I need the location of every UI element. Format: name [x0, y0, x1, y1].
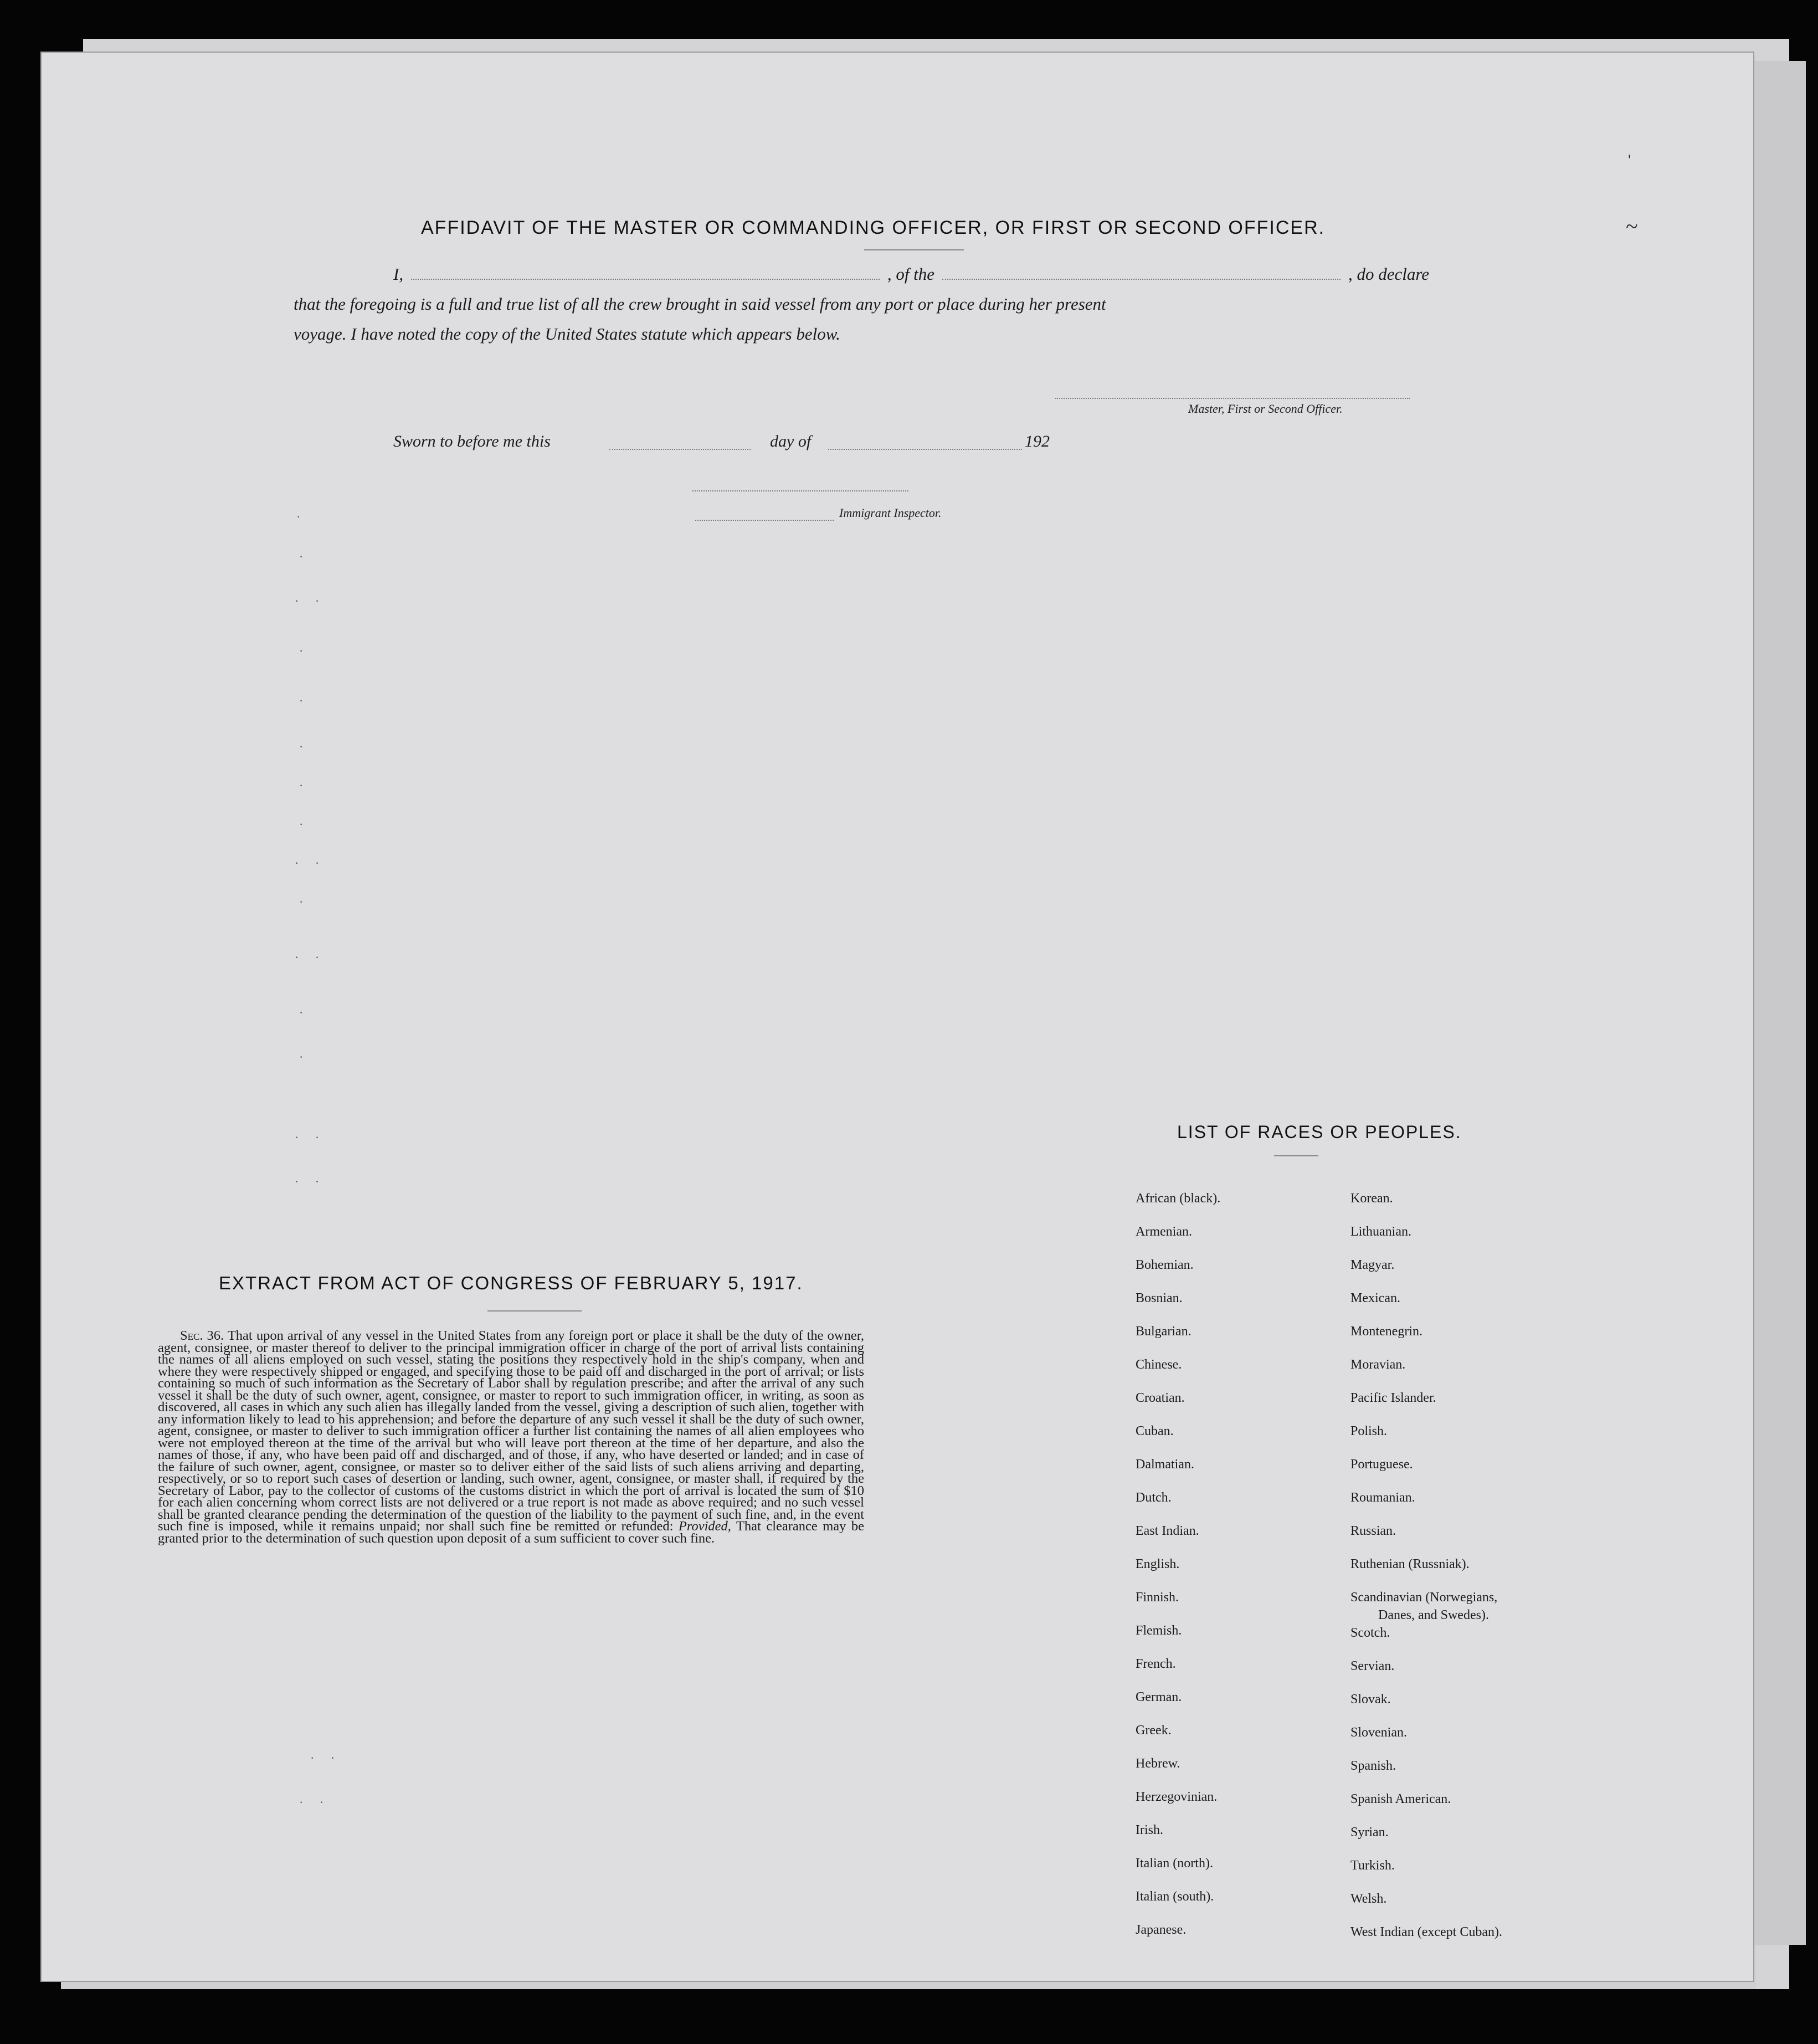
race-item: Danes, and Swedes). [1378, 1608, 1489, 1622]
affidavit-line-3: voyage. I have noted the copy of the United States statute which appears below. [294, 324, 840, 344]
margin-mark: · · [295, 856, 326, 870]
margin-mark: · [299, 895, 310, 909]
margin-mark: · [299, 644, 310, 658]
affidavit-line-1 [294, 259, 1429, 289]
margin-mark: · [299, 1006, 310, 1020]
race-item: Slovak. [1350, 1692, 1391, 1707]
race-item: Bosnian. [1136, 1291, 1183, 1305]
race-item: Irish. [1136, 1823, 1163, 1837]
i-label: I, [393, 264, 404, 284]
sworn-month-field[interactable] [828, 449, 1022, 450]
race-item: Japanese. [1136, 1923, 1187, 1937]
affidavit-body [294, 259, 1429, 349]
margin-mark: · · [295, 950, 326, 964]
race-item: German. [1136, 1690, 1182, 1704]
race-item: Montenegrin. [1350, 1324, 1422, 1339]
race-item: Russian. [1350, 1524, 1396, 1538]
race-item: French. [1136, 1657, 1176, 1671]
race-item: Turkish. [1350, 1858, 1395, 1873]
margin-mark: · [299, 778, 310, 792]
race-item: Bulgarian. [1136, 1324, 1192, 1339]
race-item: Scandinavian (Norwegians, [1350, 1590, 1498, 1605]
race-item: Bohemian. [1136, 1258, 1194, 1272]
margin-tick: ˈ [1626, 150, 1634, 175]
race-item: Roumanian. [1350, 1490, 1415, 1505]
margin-mark: · · [295, 1130, 326, 1144]
section-label: Sec. 36. [180, 1328, 224, 1343]
proviso-text: That clearance may be granted prior to the determination of such question upon deposit of a sum sufficient to cover such fine. [158, 1519, 865, 1546]
year-prefix: 192 [1025, 432, 1050, 450]
signature-caption: Master, First or Second Officer. [1188, 402, 1343, 416]
race-item: Servian. [1350, 1659, 1395, 1673]
race-item: Chinese. [1136, 1357, 1182, 1372]
race-item: East Indian. [1136, 1524, 1199, 1538]
affidavit-line-2: that the foregoing is a full and true list of all the crew brought in said vessel from any port or place during her present [294, 294, 1106, 314]
margin-mark: · [299, 817, 310, 831]
race-item: Herzegovinian. [1136, 1790, 1218, 1804]
proviso-label: Provided, [678, 1519, 731, 1534]
race-item: Greek. [1136, 1723, 1172, 1738]
margin-mark: · · [310, 1751, 342, 1765]
declare-label: , do declare [1348, 264, 1429, 284]
race-item: Portuguese. [1350, 1457, 1413, 1472]
race-item: Italian (north). [1136, 1856, 1213, 1871]
section-text: That upon arrival of any vessel in the United States from any foreign port or place it shall be the duty of the owner, agent, consignee, or master thereof to deliver to the principal immigration officer in charge of the port of arrival lists containing the names of all aliens employed on such vessel, stating the positions they respectively hold in the ship's company, when and where they were respectively shipped or engaged, and specifying those to be paid off and discharged in the port of arrival; or lists containing so much of such information as the Secretary of Labor shall by regulation prescribe; and after the arrival of any such vessel it shall be the duty of such owner, agent, consignee, or master to report to such immigration officer, in writing, as soon as discovered, all cases in which any such alien has illegally landed from the vessel, giving a description of such alien, together with any information likely to lead to his apprehension; and before the departure of any such vessel it shall be the duty of such owner, agent, consignee, or master to deliver to such immigration officer a further list containing the names of all alien employees who were not employed thereon at the time of the arrival but who will leave port thereon at the time of her departure, and also the names of those, if any, who have been paid off and discharged, and of those, if any, who have deserted or landed; and in case of the failure of such owner, agent, consignee, or master so to deliver either of the said lists of such aliens arriving and departing, respectively, or so to report such cases of desertion or landing, such owner, agent, consignee, or master shall, if required by the Secretary of Labor, pay to the collector of customs of the customs district in which the port of arrival is located the sum of $10 for each alien concerning whom correct lists are not delivered or a true report is not made as above required; and no such vessel shall be granted clearance pending the determination of the question of the liability to the payment of such fine, and, in the event such fine is imposed, while it remains unpaid; nor shall such fine be remitted or refunded: [158, 1328, 864, 1534]
signature-line[interactable] [1055, 398, 1410, 399]
race-item: Lithuanian. [1350, 1225, 1411, 1239]
margin-mark: · · [295, 594, 326, 608]
affidavit-title: AFFIDAVIT OF THE MASTER OR COMMANDING OFFICER, OR FIRST OR SECOND OFFICER. [421, 217, 1326, 238]
race-item: Slovenian. [1350, 1725, 1407, 1740]
race-item: Mexican. [1350, 1291, 1400, 1305]
race-item: Flemish. [1136, 1623, 1182, 1638]
margin-mark: · [299, 1050, 310, 1064]
sworn-day-field[interactable] [609, 449, 751, 450]
race-item: Hebrew. [1136, 1756, 1180, 1771]
margin-mark: · · [299, 1795, 331, 1809]
margin-mark: · [299, 740, 310, 754]
margin-mark: · · [295, 1175, 326, 1189]
race-item: Syrian. [1350, 1825, 1389, 1840]
race-item: English. [1136, 1557, 1180, 1571]
inspector-upper-line [692, 490, 908, 491]
margin-mark: · [299, 550, 310, 563]
margin-mark: · [299, 694, 310, 708]
vessel-name-field[interactable] [942, 268, 1341, 280]
race-item: Scotch. [1350, 1626, 1390, 1640]
race-item: Magyar. [1350, 1258, 1395, 1272]
race-item: West Indian (except Cuban). [1350, 1925, 1502, 1939]
title-underline [864, 249, 964, 250]
race-item: Croatian. [1136, 1391, 1185, 1405]
race-item: Spanish American. [1350, 1792, 1451, 1806]
race-item: Cuban. [1136, 1424, 1174, 1438]
race-item: African (black). [1136, 1191, 1221, 1206]
act-title-underline [487, 1310, 582, 1312]
margin-mark: · [296, 510, 307, 524]
race-item: Dalmatian. [1136, 1457, 1194, 1472]
act-title: EXTRACT FROM ACT OF CONGRESS OF FEBRUARY 5, 1917. [219, 1273, 803, 1293]
races-title: LIST OF RACES OR PEOPLES. [1177, 1122, 1462, 1142]
race-item: Italian (south). [1136, 1889, 1214, 1904]
race-item: Dutch. [1136, 1490, 1172, 1505]
race-item: Ruthenian (Russniak). [1350, 1557, 1470, 1571]
officer-name-field[interactable] [411, 268, 880, 280]
races-title-underline [1274, 1155, 1318, 1156]
race-item: Finnish. [1136, 1590, 1179, 1605]
race-item: Moravian. [1350, 1357, 1406, 1372]
race-item: Armenian. [1136, 1225, 1192, 1239]
inspector-caption: Immigrant Inspector. [839, 506, 942, 520]
of-the-label: , of the [887, 264, 935, 284]
margin-tick: ~ [1626, 214, 1638, 239]
race-item: Polish. [1350, 1424, 1388, 1438]
race-item: Spanish. [1350, 1759, 1396, 1773]
day-of-label: day of [770, 432, 812, 450]
race-item: Welsh. [1350, 1892, 1387, 1906]
act-section-36 [158, 1330, 864, 1544]
race-item: Korean. [1350, 1191, 1393, 1206]
race-item: Pacific Islander. [1350, 1391, 1436, 1405]
sworn-label: Sworn to before me this [393, 432, 551, 450]
inspector-signature-line[interactable] [695, 520, 834, 521]
